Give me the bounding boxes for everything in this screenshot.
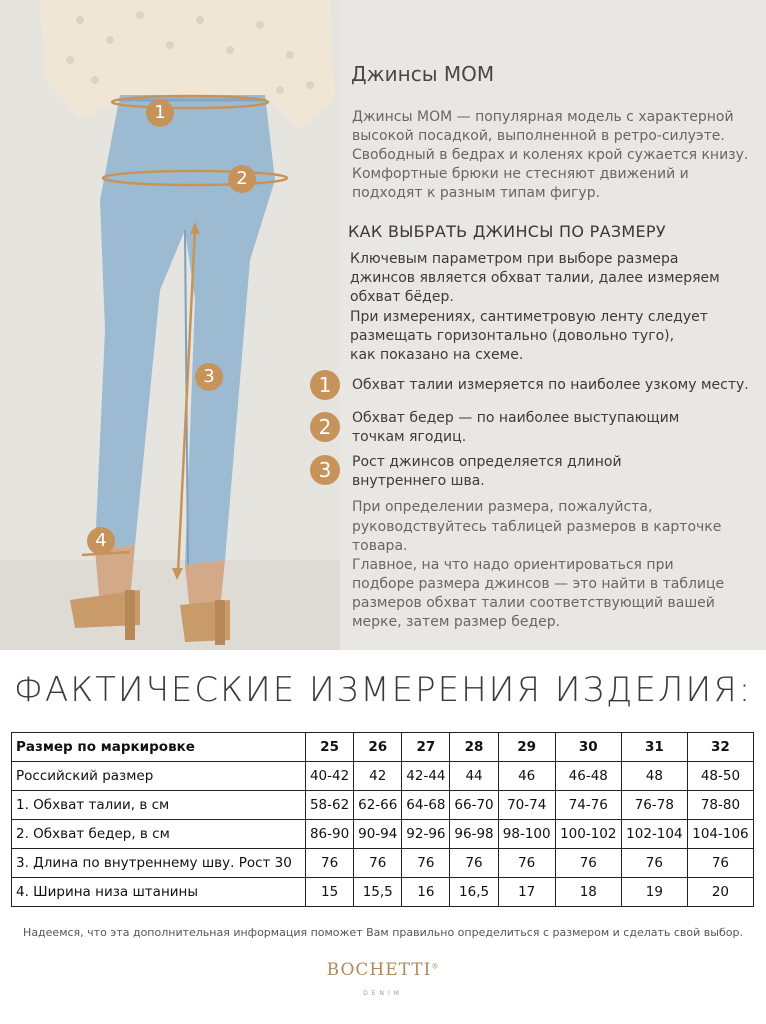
table-cell: Российский размер <box>12 762 306 791</box>
model-jeans-photo <box>0 0 340 650</box>
table-cell: 62-66 <box>354 791 402 820</box>
table-row <box>12 820 754 849</box>
table-cell: 46 <box>498 762 555 791</box>
table-cell: 58-62 <box>306 791 354 820</box>
table-cell: 17 <box>498 878 555 907</box>
step-text: Рост джинсов определяется длиной внутреннего шва. <box>352 454 622 489</box>
table-cell: 74-76 <box>555 791 621 820</box>
table-cell: 48 <box>621 762 687 791</box>
description-line: подходят к разным типам фигур. <box>352 185 601 201</box>
table-cell: 48-50 <box>687 762 753 791</box>
table-cell: 46-48 <box>555 762 621 791</box>
table-cell: 76 <box>687 849 753 878</box>
table-cell: 29 <box>498 733 555 762</box>
description-line: высокой посадкой, выполненной в ретро-силуэте. <box>352 128 725 144</box>
table-cell: 44 <box>450 762 498 791</box>
brand-name: BOCHETTI <box>326 960 432 980</box>
table-cell: 76 <box>306 849 354 878</box>
table-cell: 66-70 <box>450 791 498 820</box>
table-cell: Размер по маркировке <box>12 733 306 762</box>
table-cell: 16,5 <box>450 878 498 907</box>
description-line: Джинсы MOM — популярная модель с характерной <box>352 109 734 125</box>
table-cell: 90-94 <box>354 820 402 849</box>
registered-mark: ® <box>431 962 440 971</box>
table-cell: 76 <box>402 849 450 878</box>
table-cell: 32 <box>687 733 753 762</box>
intro-line: обхват бёдер. <box>350 289 454 305</box>
table-cell: 27 <box>402 733 450 762</box>
step-text: Обхват талии измеряется по наиболее узкому месту. <box>352 377 749 393</box>
advice-line: подборе размера джинсов — это найти в таблице <box>352 576 725 592</box>
table-cell: 1. Обхват талии, в см <box>12 791 306 820</box>
table-cell: 76 <box>450 849 498 878</box>
table-cell: 102-104 <box>621 820 687 849</box>
advice-line: Главное, на что надо ориентироваться при <box>352 557 674 573</box>
table-row <box>12 849 754 878</box>
table-cell: 98-100 <box>498 820 555 849</box>
table-cell: 15,5 <box>354 878 402 907</box>
table-cell: 42 <box>354 762 402 791</box>
table-cell: 15 <box>306 878 354 907</box>
footer-note: Надеемся, что эта дополнительная информация поможет Вам правильно определиться с размером и сделать свой выбор. <box>23 926 743 939</box>
size-guide-heading: КАК ВЫБРАТЬ ДЖИНСЫ ПО РАЗМЕРУ <box>348 222 666 241</box>
table-cell: 20 <box>687 878 753 907</box>
table-cell: 96-98 <box>450 820 498 849</box>
table-cell: 104-106 <box>687 820 753 849</box>
advice-line: товара. <box>352 538 408 554</box>
brand-subtitle: DENIM <box>363 990 403 997</box>
intro-line: Ключевым параметром при выборе размера <box>350 251 679 267</box>
table-cell: 100-102 <box>555 820 621 849</box>
table-cell: 76 <box>498 849 555 878</box>
measurements-headline: ФАКТИЧЕСКИЕ ИЗМЕРЕНИЯ ИЗДЕЛИЯ: <box>13 670 753 710</box>
table-cell: 64-68 <box>402 791 450 820</box>
table-cell: 16 <box>402 878 450 907</box>
step-number-badge: 2 <box>310 412 340 442</box>
table-cell: 2. Обхват бедер, в см <box>12 820 306 849</box>
table-cell: 92-96 <box>402 820 450 849</box>
table-cell: 25 <box>306 733 354 762</box>
description-line: Комфортные брюки не стесняют движений и <box>352 166 689 182</box>
table-cell: 18 <box>555 878 621 907</box>
hip-marker-badge: 2 <box>228 165 256 193</box>
table-row <box>12 878 754 907</box>
advice-line: руководствуйтесь таблицей размеров в карточке <box>352 519 722 535</box>
table-header-row <box>12 733 754 762</box>
advice-line: При определении размера, пожалуйста, <box>352 499 653 515</box>
intro-line: как показано на схеме. <box>350 347 524 363</box>
table-cell: 31 <box>621 733 687 762</box>
table-cell: 28 <box>450 733 498 762</box>
intro-line: размещать горизонтально (довольно туго), <box>350 328 675 344</box>
intro-line: джинсов является обхват талии, далее измеряем <box>350 270 720 286</box>
hem-marker-badge: 4 <box>87 527 115 555</box>
advice-line: размеров обхват талии соответствующий вашей <box>352 595 715 611</box>
size-table <box>11 732 754 907</box>
table-cell: 4. Ширина низа штанины <box>12 878 306 907</box>
table-row <box>12 762 754 791</box>
table-cell: 19 <box>621 878 687 907</box>
step-number-badge: 1 <box>310 370 340 400</box>
description-line: Свободный в бедрах и коленях крой сужается книзу. <box>352 147 749 163</box>
table-cell: 78-80 <box>687 791 753 820</box>
step-number-badge: 3 <box>310 455 340 485</box>
table-cell: 76 <box>555 849 621 878</box>
table-cell: 26 <box>354 733 402 762</box>
table-row <box>12 791 754 820</box>
table-cell: 30 <box>555 733 621 762</box>
table-cell: 76 <box>621 849 687 878</box>
brand-logo <box>0 960 766 980</box>
advice-line: мерке, затем размер бедер. <box>352 614 561 630</box>
inseam-marker-badge: 3 <box>195 363 223 391</box>
waist-marker-badge: 1 <box>146 99 174 127</box>
table-cell: 86-90 <box>306 820 354 849</box>
table-cell: 42-44 <box>402 762 450 791</box>
table-cell: 3. Длина по внутреннему шву. Рост 30 <box>12 849 306 878</box>
table-cell: 40-42 <box>306 762 354 791</box>
table-cell: 76-78 <box>621 791 687 820</box>
table-cell: 76 <box>354 849 402 878</box>
product-title: Джинсы MOM <box>351 62 495 86</box>
table-cell: 70-74 <box>498 791 555 820</box>
intro-line: При измерениях, сантиметровую ленту следует <box>350 309 708 325</box>
step-text: Обхват бедер — по наиболее выступающим точкам ягодиц. <box>352 410 680 445</box>
